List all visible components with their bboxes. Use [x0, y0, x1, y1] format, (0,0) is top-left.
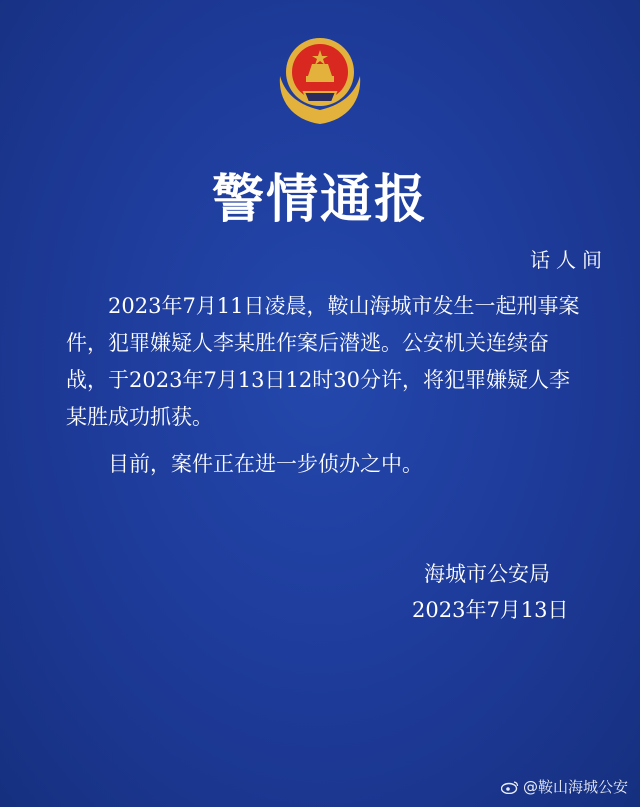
police-emblem-icon — [270, 28, 370, 128]
watermark-text: 话人间 — [530, 248, 608, 272]
signature-date: 2023年7月13日 — [412, 598, 569, 622]
notice-paragraph: 2023年7月11日凌晨，鞍山海城市发生一起刑事案件，犯罪嫌疑人李某胜作案后潜逃。公安机关连续奋战，于2023年7月13日12时30分许，将犯罪嫌疑人李某胜成功抓获。 — [66, 294, 580, 429]
notice-title: 警情通报 — [211, 170, 428, 230]
notice-body — [66, 288, 586, 483]
signature-organization: 海城市公安局 — [424, 562, 550, 586]
source-credit — [501, 776, 628, 797]
notice-signature — [412, 556, 612, 628]
weibo-icon — [501, 780, 519, 794]
source-account[interactable]: @鞍山海城公安 — [522, 778, 628, 796]
notice-paragraph: 目前，案件正在进一步侦办之中。 — [108, 452, 423, 476]
